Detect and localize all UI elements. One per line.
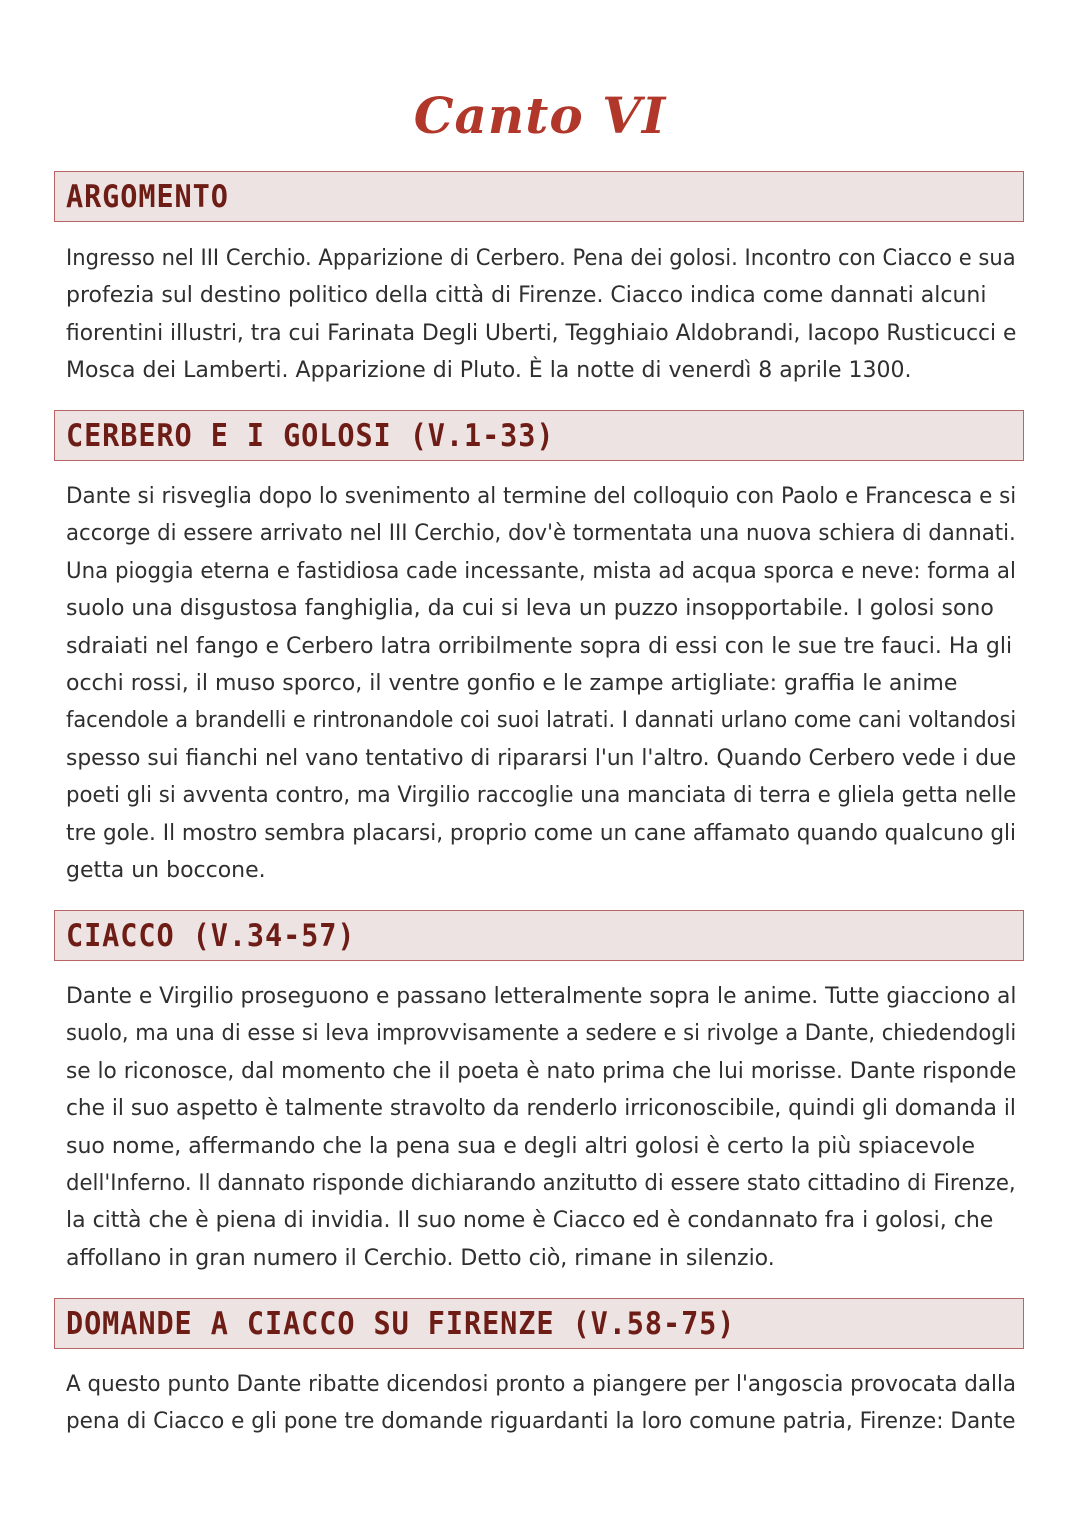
text-line: accorge di essere arrivato nel III Cerchio, dov'è tormentata una nuova schiera di dannati. (66, 521, 1016, 547)
text-line: sdraiati nel fango e Cerbero latra orribilmente sopra di essi con le sue tre fauci. Ha gli (66, 633, 1013, 659)
text-line: suolo, ma una di esse si leva improvvisamente a sedere e si rivolge a Dante, chiedendogli (66, 1021, 1017, 1047)
section-body-cerbero (66, 478, 1016, 889)
text-line: getta un boccone. (66, 858, 266, 884)
section-header-argomento (54, 171, 1024, 222)
section-body-ciacco (66, 978, 1016, 1277)
text-line: che il suo aspetto è talmente stravolto da renderlo irriconoscibile, quindi gli domanda il (66, 1096, 1016, 1122)
section-heading: CERBERO E I GOLOSI (V.1-33) (66, 417, 555, 454)
text-line: affollano in gran numero il Cerchio. Detto ciò, rimane in silenzio. (66, 1245, 775, 1271)
section-header-domande (54, 1298, 1024, 1349)
text-line: occhi rossi, il muso sporco, il ventre gonfio e le zampe artigliate: graffia le anime (66, 671, 958, 697)
section-heading: DOMANDE A CIACCO SU FIRENZE (V.58-75) (66, 1305, 736, 1342)
text-line: pena di Ciacco e gli pone tre domande riguardanti la loro comune patria, Firenze: Dante (66, 1409, 1016, 1435)
text-line: fiorentini illustri, tra cui Farinata Degli Uberti, Tegghiaio Aldobrandi, Iacopo Rusticucci e (66, 320, 1017, 346)
section-body-argomento (66, 240, 1016, 390)
page-title: Canto VI (413, 86, 667, 145)
text-line: profezia sul destino politico della città di Firenze. Ciacco indica come dannati alcuni (66, 283, 987, 309)
section-header-cerbero (54, 410, 1024, 461)
text-line: A questo punto Dante ribatte dicendosi pronto a piangere per l'angoscia provocata dalla (66, 1372, 1017, 1397)
text-line: Ingresso nel III Cerchio. Apparizione di Cerbero. Pena dei golosi. Incontro con Ciacco e sua (66, 246, 1016, 271)
text-line: facendole a brandelli e rintronandole coi suoi latrati. I dannati urlano come cani voltandosi (66, 708, 1017, 734)
text-line: Dante si risveglia dopo lo svenimento al termine del colloquio con Paolo e Francesca e si (66, 484, 1017, 509)
text-line: Dante e Virgilio proseguono e passano letteralmente sopra le anime. Tutte giacciono al (66, 984, 1017, 1009)
text-line: se lo riconosce, dal momento che il poeta è nato prima che lui morisse. Dante risponde (66, 1058, 1017, 1084)
text-line: suo nome, affermando che la pena sua e degli altri golosi è certo la più spiacevole (66, 1133, 976, 1159)
text-line: tre gole. Il mostro sembra placarsi, proprio come un cane affamato quando qualcuno gli (66, 820, 1017, 846)
text-line: la città che è piena di invidia. Il suo nome è Ciacco ed è condannato fra i golosi, che (66, 1208, 994, 1234)
text-line: Mosca dei Lamberti. Apparizione di Pluto. È la notte di venerdì 8 aprile 1300. (66, 358, 912, 384)
section-header-ciacco (54, 910, 1024, 961)
section-heading: ARGOMENTO (66, 178, 229, 215)
text-line: Una pioggia eterna e fastidiosa cade incessante, mista ad acqua sporca e neve: forma al (66, 558, 1016, 584)
section-body-domande (66, 1366, 1016, 1441)
section-heading: CIACCO (V.34-57) (66, 917, 356, 954)
text-line: suolo una disgustosa fanghiglia, da cui si leva un puzzo insopportabile. I golosi sono (66, 596, 994, 622)
text-line: poeti gli si avventa contro, ma Virgilio raccoglie una manciata di terra e gliela getta nelle (66, 783, 1017, 809)
text-line: dell'Inferno. Il dannato risponde dichiarando anzitutto di essere stato cittadino di Firenze, (66, 1171, 1016, 1197)
text-line: spesso sui fianchi nel vano tentativo di ripararsi l'un l'altro. Quando Cerbero vede i due (66, 745, 1017, 771)
